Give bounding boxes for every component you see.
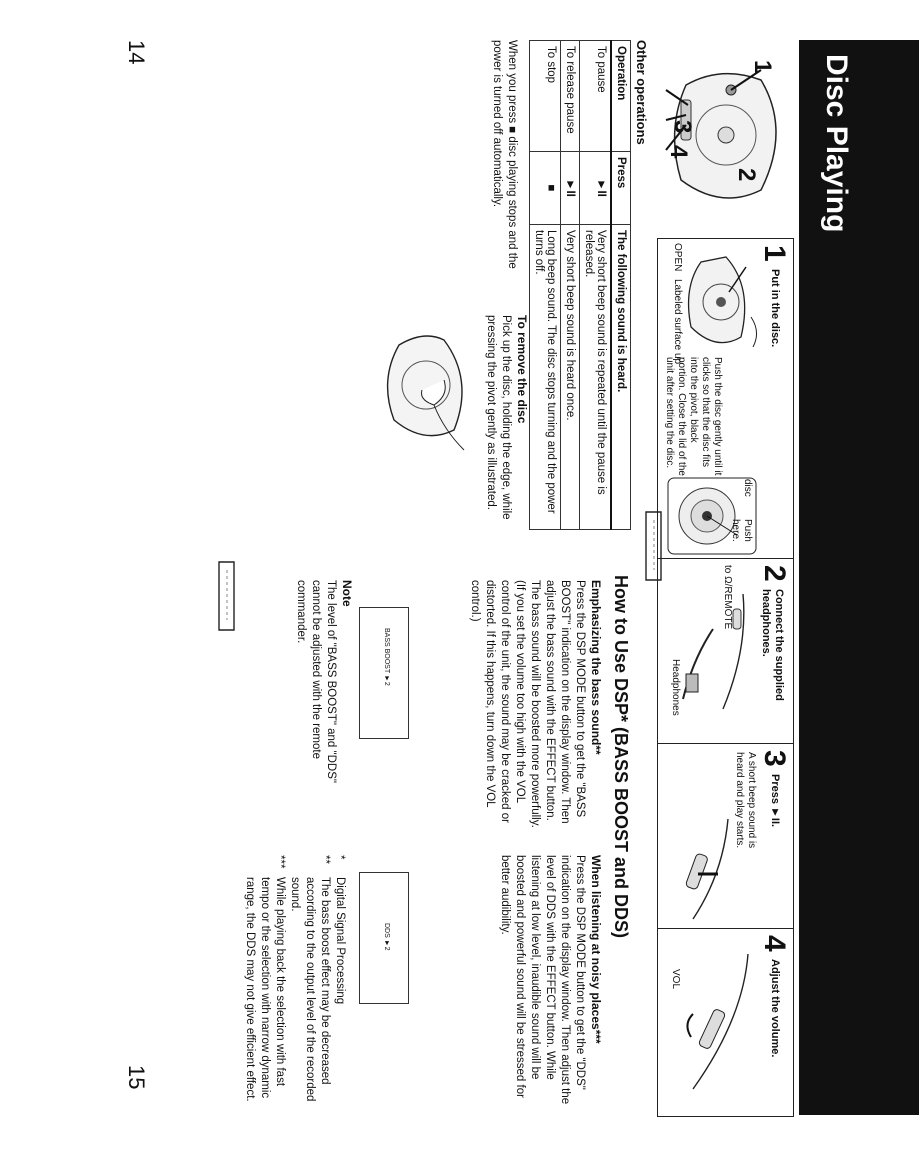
step-1-number: 1	[758, 245, 791, 262]
press-cell: ►II	[561, 152, 580, 225]
press-cell: ►II	[580, 152, 612, 225]
bass-boost-display-text: BASS BOOST ►2	[383, 628, 390, 686]
headphones-label: Headphones	[670, 659, 681, 716]
table-row	[580, 41, 612, 530]
step-4-box	[657, 928, 794, 1117]
col-operation: Operation	[611, 41, 631, 152]
step-3-description: A short beep sound is heard and play starts.	[734, 752, 757, 849]
col-press: Press	[611, 152, 631, 225]
step-1-description: Push the disc gently until it clicks so that the disc fits into the pivot, black portion. Close the lid of the unit after setting the disc.	[664, 357, 723, 476]
noisy-heading: When listening at noisy places***	[589, 855, 603, 1044]
device-overview-illustration	[661, 60, 791, 220]
noisy-text: Press the DSP MODE button to get the "DDS" indication on the display window. Then adjust the level of DDS with the EFFECT button. While listening at low level, inaudible sound will be boosted and powerful sound will be stressed for better audibility.	[499, 855, 586, 1105]
footnote: ** The bass boost effect may be decreased according to the output level of the recorded sound.	[289, 855, 331, 1102]
dsp-title: How to Use DSP* (BASS BOOST and DDS)	[611, 575, 631, 939]
col-sound: The following sound is heard.	[611, 225, 631, 530]
step-4-number: 4	[758, 935, 791, 952]
callout-1: 1	[749, 60, 776, 74]
callout-2: 2	[733, 168, 760, 182]
remove-disc-text: Pick up the disc, holding the edge, while pressing the pivot gently as illustrated.	[485, 315, 512, 520]
remote-jack-label: to Ω/REMOTE	[722, 565, 733, 630]
op-cell: To release pause	[561, 41, 580, 152]
callout-3: 3	[669, 120, 696, 134]
step-2-number: 2	[758, 565, 791, 582]
dds-display	[359, 872, 409, 1004]
step-1-illustration	[681, 247, 761, 357]
table-row	[530, 41, 561, 530]
disc-label: disc	[742, 479, 753, 497]
step-3-title: Press ►II.	[769, 774, 781, 828]
push-here-label: Push here.	[730, 519, 753, 542]
step-2-title: Connect the supplied headphones.	[760, 589, 785, 701]
step-3-number: 3	[758, 750, 791, 767]
other-operations-heading: Other operations	[634, 40, 649, 145]
step-3-box	[657, 743, 794, 930]
footnote: * Digital Signal Processing	[334, 855, 346, 1005]
sound-cell: Very short beep sound is heard once.	[561, 225, 580, 530]
bass-heading: Emphasizing the bass sound**	[589, 580, 603, 755]
callout-4: 4	[665, 145, 692, 159]
op-cell: To pause	[580, 41, 612, 152]
vol-label: VOL	[670, 969, 681, 990]
stop-note: When you press ■ disc playing stops and the power is turned off automatically.	[491, 40, 518, 269]
note-title: Note	[340, 580, 354, 607]
remove-disc-illustration	[374, 320, 484, 460]
header-bar	[799, 40, 919, 1115]
footnote: *** While playing back the selection with fast tempo or the selection with narrow dynamic range, the DDS may not give efficient effect.	[244, 855, 286, 1102]
step-2-illustration	[673, 589, 753, 719]
table-header-row	[611, 41, 631, 530]
remove-disc-title: To remove the disc	[515, 315, 529, 424]
operations-table	[529, 40, 631, 530]
bass-boost-display	[359, 607, 409, 739]
bass-text: Press the DSP MODE button to get the "BASS BOOST" indication on the display window. Then adjust the bass sound with the EFFECT button. The bass sound will be boosted more powerfully. (If you set the volume too high with the VOL control of the unit, the sound may be cracked or distorted. If this happens, turn down the VOL control.)	[469, 580, 586, 828]
step-4-title: Adjust the volume.	[769, 959, 781, 1058]
step-2-box	[657, 558, 794, 745]
sound-cell: Long beep sound. The disc stops turning and the power turns off.	[530, 225, 561, 530]
open-label: OPEN	[672, 243, 683, 272]
step-3-illustration	[663, 814, 733, 924]
table-row	[561, 41, 580, 530]
step-1-title: Put in the disc.	[769, 269, 781, 348]
page-number-right: 15	[124, 1065, 149, 1090]
labeled-surface-label: Labeled surface up	[672, 279, 683, 365]
footnotes	[242, 855, 347, 1105]
remote-illustration-2	[179, 560, 239, 635]
press-cell: ■	[530, 152, 561, 225]
op-cell: To stop	[530, 41, 561, 152]
remote-illustration-1	[641, 510, 701, 585]
note-text: The level of "BASS BOOST" and "DDS" cannot be adjusted with the remote commander.	[295, 580, 337, 783]
page-title: Disc Playing	[820, 54, 853, 233]
dds-display-text: DDS ►2	[383, 923, 390, 951]
sound-cell: Very short beep sound is repeated until the pause is released.	[580, 225, 612, 530]
page-number-left: 14	[124, 40, 149, 65]
